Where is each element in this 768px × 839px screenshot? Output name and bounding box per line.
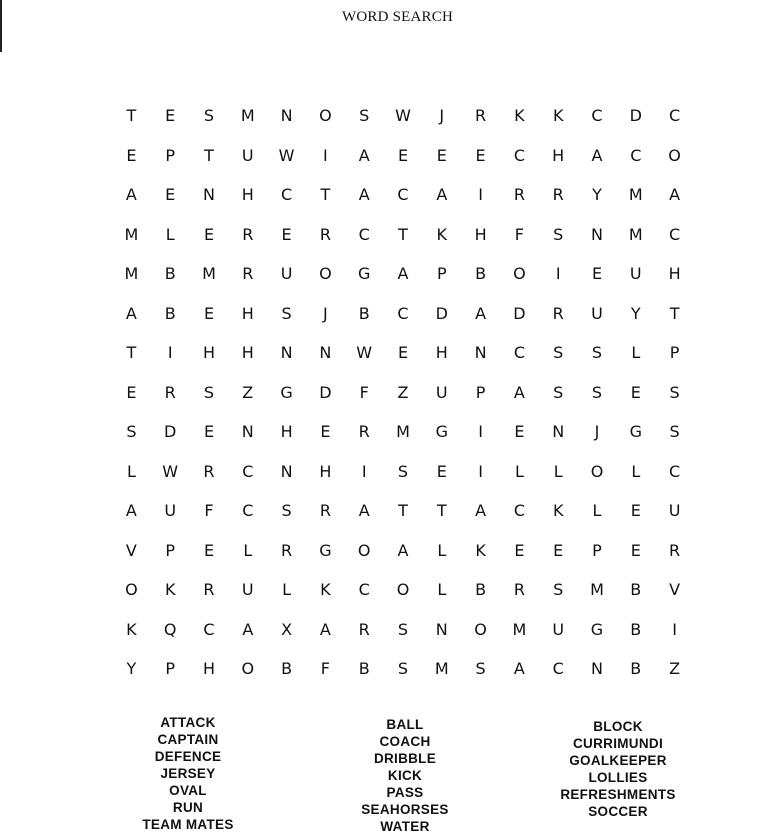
grid-letter: G (319, 540, 332, 560)
grid-letter: N (591, 659, 603, 678)
grid-letter: I (167, 343, 173, 362)
grid-letter: P (165, 145, 176, 165)
grid-letter: E (553, 540, 564, 560)
grid-letter: P (669, 343, 680, 362)
grid-letter: R (513, 580, 525, 599)
grid-row (112, 379, 692, 419)
grid-letter: O (396, 580, 410, 599)
grid-letter: S (591, 343, 603, 362)
grid-letter: G (590, 619, 604, 639)
grid-letter: T (398, 224, 408, 244)
grid-letter: O (357, 540, 371, 560)
word-list-item: DRIBBLE (373, 751, 437, 766)
grid-letter: C (513, 145, 525, 165)
grid-letter: K (552, 106, 564, 125)
grid-letter: C (358, 580, 370, 599)
grid-letter: Z (669, 659, 681, 678)
grid-letter: C (591, 106, 603, 125)
grid-letter: O (241, 659, 255, 678)
word-list-item: DEFENCE (154, 749, 222, 764)
grid-letter: U (280, 264, 293, 283)
word-list-item: RUN (172, 800, 204, 815)
grid-letter: S (126, 422, 137, 441)
grid-letter: E (630, 540, 641, 560)
grid-letter: M (590, 580, 604, 599)
grid-letter: T (126, 106, 137, 125)
grid-letter: E (320, 422, 331, 441)
grid-letter: Q (163, 619, 177, 639)
grid-row (112, 458, 692, 498)
grid-letter: W (395, 106, 411, 125)
grid-letter: D (435, 303, 448, 323)
grid-letter: C (397, 303, 409, 323)
grid-letter: I (478, 461, 483, 481)
grid-letter: R (552, 185, 564, 204)
grid-letter: A (475, 303, 487, 323)
grid-letter: F (204, 501, 214, 520)
grid-letter: N (474, 343, 487, 362)
grid-letter: L (553, 461, 563, 481)
grid-letter: L (631, 461, 641, 481)
grid-letter: O (474, 619, 487, 639)
grid-letter: G (435, 422, 448, 441)
grid-letter: E (281, 224, 292, 244)
grid-letter: E (397, 145, 409, 165)
grid-letter: S (553, 580, 564, 599)
grid-letter: H (241, 303, 254, 323)
word-list-item: BLOCK (593, 719, 643, 734)
grid-letter: V (125, 540, 137, 560)
word-list-item: CAPTAIN (157, 732, 219, 747)
grid-letter: E (436, 461, 447, 481)
grid-letter: C (669, 106, 681, 125)
grid-letter: A (358, 501, 370, 520)
grid-row (112, 655, 692, 695)
grid-row (112, 181, 692, 221)
grid-letter: E (203, 422, 215, 441)
grid-letter: T (204, 145, 214, 165)
grid-letter: S (591, 382, 603, 402)
grid-letter: N (319, 343, 332, 362)
word-list-item: WATER (380, 819, 430, 834)
grid-letter: R (319, 224, 331, 244)
grid-letter: G (357, 264, 371, 283)
grid-letter: R (203, 461, 215, 481)
grid-letter: O (319, 264, 332, 283)
word-list-item: BALL (386, 717, 424, 732)
grid-letter: L (592, 501, 602, 520)
grid-letter: E (165, 106, 176, 125)
grid-letter: O (125, 580, 138, 599)
word-list-item: LOLLIES (588, 770, 648, 785)
grid-letter: A (397, 264, 409, 283)
grid-letter: C (669, 224, 681, 244)
grid-letter: D (513, 303, 526, 323)
grid-letter: T (436, 501, 447, 520)
grid-letter: C (358, 224, 370, 244)
grid-letter: P (436, 264, 447, 283)
grid-letter: I (478, 422, 483, 441)
grid-letter: E (126, 382, 137, 402)
grid-letter: S (281, 501, 292, 520)
grid-letter: A (319, 619, 331, 639)
word-list-column-1 (128, 714, 248, 833)
grid-letter: E (514, 422, 525, 441)
grid-letter: X (281, 619, 293, 639)
grid-letter: B (630, 659, 642, 678)
grid-letter: R (203, 580, 215, 599)
grid-letter: H (474, 224, 487, 244)
grid-letter: C (552, 659, 564, 678)
grid-letter: O (668, 145, 681, 165)
grid-letter: T (398, 501, 408, 520)
grid-letter: S (397, 619, 409, 639)
grid-letter: N (203, 185, 215, 204)
grid-letter: A (436, 185, 448, 204)
grid-letter: B (358, 659, 370, 678)
word-list-column-2 (345, 716, 465, 835)
grid-letter: U (629, 264, 642, 283)
grid-letter: U (552, 619, 565, 639)
grid-letter: L (437, 580, 447, 599)
grid-letter: W (278, 145, 295, 165)
grid-letter: L (165, 224, 175, 244)
grid-row (112, 221, 692, 261)
word-list-item: PASS (386, 785, 424, 800)
grid-letter: S (553, 224, 564, 244)
grid-row (112, 537, 692, 577)
grid-letter: E (514, 540, 525, 560)
grid-letter: P (475, 382, 486, 402)
grid-letter: E (203, 224, 215, 244)
grid-letter: S (203, 106, 215, 125)
grid-letter: A (125, 185, 137, 204)
grid-letter: C (513, 501, 525, 520)
grid-letter: B (475, 580, 487, 599)
grid-letter: M (396, 422, 410, 441)
grid-letter: G (280, 382, 293, 402)
grid-letter: M (512, 619, 527, 639)
grid-letter: R (552, 303, 564, 323)
grid-letter: I (672, 619, 677, 639)
grid-letter: N (280, 461, 293, 481)
grid-letter: S (281, 303, 292, 323)
grid-letter: S (669, 422, 680, 441)
grid-letter: L (126, 461, 136, 481)
word-list-item: JERSEY (160, 766, 216, 781)
grid-letter: K (126, 619, 137, 639)
grid-letter: P (165, 540, 176, 560)
grid-letter: S (669, 382, 680, 402)
grid-row (112, 260, 692, 300)
word-list-item: SOCCER (588, 804, 648, 819)
grid-letter: K (436, 224, 448, 244)
grid-letter: J (439, 106, 445, 125)
grid-letter: L (514, 461, 524, 481)
grid-letter: E (475, 145, 486, 165)
grid-row (112, 418, 692, 458)
grid-letter: L (437, 540, 447, 560)
grid-letter: I (555, 264, 561, 283)
grid-letter: U (591, 303, 603, 323)
grid-letter: N (280, 343, 293, 362)
word-list-column-3 (548, 718, 688, 820)
grid-letter: M (202, 264, 216, 283)
grid-letter: S (359, 106, 370, 125)
grid-letter: B (475, 264, 487, 283)
grid-letter: A (513, 382, 525, 402)
grid-row (112, 300, 692, 340)
word-list-item: OVAL (169, 783, 207, 798)
grid-letter: A (475, 501, 487, 520)
word-list-item: TEAM MATES (142, 817, 234, 832)
grid-letter: U (241, 580, 254, 599)
grid-letter: A (125, 501, 137, 520)
grid-letter: I (478, 185, 483, 204)
grid-letter: H (668, 264, 681, 283)
grid-letter: C (242, 461, 254, 481)
grid-letter: U (435, 382, 448, 402)
grid-letter: R (242, 224, 254, 244)
grid-letter: Z (242, 382, 254, 402)
grid-letter: R (358, 619, 370, 639)
grid-letter: M (240, 106, 255, 125)
grid-row (112, 497, 692, 537)
grid-letter: S (397, 461, 409, 481)
grid-letter: R (513, 185, 525, 204)
word-list-item: KICK (387, 768, 423, 783)
grid-letter: M (628, 224, 643, 244)
grid-letter: D (629, 106, 642, 125)
grid-letter: A (125, 303, 137, 323)
grid-letter: K (320, 580, 331, 599)
grid-letter: E (630, 501, 641, 520)
grid-letter: B (630, 580, 642, 599)
grid-letter: M (124, 264, 139, 283)
grid-letter: C (242, 501, 254, 520)
grid-letter: O (590, 461, 604, 481)
word-list-item: REFRESHMENTS (560, 787, 676, 802)
grid-row (112, 142, 692, 182)
grid-letter: E (630, 382, 641, 402)
grid-letter: M (434, 659, 449, 678)
grid-letter: V (669, 580, 681, 599)
grid-letter: A (397, 540, 409, 560)
grid-letter: R (475, 106, 487, 125)
grid-letter: M (628, 185, 643, 204)
letter-grid (112, 102, 692, 695)
grid-letter: R (164, 382, 176, 402)
grid-letter: H (241, 343, 254, 362)
grid-letter: B (358, 303, 370, 323)
grid-letter: R (319, 501, 331, 520)
grid-letter: C (203, 619, 215, 639)
grid-letter: B (281, 659, 293, 678)
grid-letter: R (358, 422, 370, 441)
grid-letter: B (164, 303, 176, 323)
grid-letter: Y (630, 303, 641, 323)
grid-letter: H (552, 145, 565, 165)
grid-letter: N (435, 619, 448, 639)
grid-letter: N (241, 422, 254, 441)
grid-letter: P (592, 540, 602, 560)
grid-letter: S (553, 343, 564, 362)
grid-letter: A (358, 185, 370, 204)
grid-letter: A (242, 619, 254, 639)
grid-letter: D (319, 382, 332, 402)
grid-letter: D (164, 422, 177, 441)
grid-letter: J (594, 422, 600, 441)
grid-letter: T (126, 343, 137, 362)
grid-letter: K (552, 501, 564, 520)
grid-letter: H (280, 422, 293, 441)
grid-letter: B (630, 619, 642, 639)
grid-letter: B (164, 264, 176, 283)
grid-letter: U (164, 501, 177, 520)
grid-letter: I (323, 145, 328, 165)
grid-letter: G (629, 422, 642, 441)
grid-letter: E (203, 303, 215, 323)
grid-letter: U (668, 501, 681, 520)
grid-letter: S (203, 382, 215, 402)
grid-letter: E (591, 264, 603, 283)
grid-letter: L (243, 540, 253, 560)
grid-letter: N (280, 106, 293, 125)
grid-letter: C (513, 343, 525, 362)
grid-row (112, 576, 692, 616)
grid-letter: C (669, 461, 681, 481)
grid-letter: W (356, 343, 373, 362)
grid-letter: R (281, 540, 293, 560)
grid-letter: F (514, 224, 524, 244)
word-list-item: COACH (379, 734, 431, 749)
grid-letter: Z (397, 382, 409, 402)
grid-row (112, 616, 692, 656)
grid-letter: T (320, 185, 331, 204)
grid-letter: H (435, 343, 448, 362)
grid-row (112, 102, 692, 142)
grid-letter: S (397, 659, 409, 678)
grid-letter: H (202, 659, 215, 678)
grid-letter: L (282, 580, 292, 599)
grid-letter: Y (126, 659, 137, 678)
grid-letter: E (165, 185, 176, 204)
grid-letter: S (475, 659, 486, 678)
grid-letter: A (358, 145, 370, 165)
grid-letter: F (320, 659, 330, 678)
grid-letter: P (165, 659, 176, 678)
grid-letter: N (591, 224, 603, 244)
grid-letter: K (164, 580, 176, 599)
page-title: WORD SEARCH (342, 9, 453, 25)
grid-letter: R (669, 540, 681, 560)
grid-letter: R (242, 264, 254, 283)
grid-row (112, 339, 692, 379)
grid-letter: U (241, 145, 254, 165)
word-list-item: CURRIMUNDI (573, 736, 663, 751)
grid-letter: E (397, 343, 409, 362)
grid-letter: A (669, 185, 681, 204)
grid-letter: E (126, 145, 137, 165)
grid-letter: T (669, 303, 680, 323)
grid-letter: K (475, 540, 486, 560)
grid-letter: F (359, 382, 369, 402)
grid-letter: O (319, 106, 332, 125)
grid-letter: H (202, 343, 215, 362)
grid-letter: I (361, 461, 367, 481)
grid-letter: A (513, 659, 525, 678)
grid-letter: C (630, 145, 642, 165)
grid-letter: J (323, 303, 328, 323)
grid-letter: S (553, 382, 564, 402)
grid-letter: K (514, 106, 525, 125)
grid-letter: M (124, 224, 139, 244)
grid-letter: E (436, 145, 447, 165)
grid-letter: E (203, 540, 215, 560)
grid-letter: W (162, 461, 179, 481)
grid-letter: C (281, 185, 293, 204)
word-list-item: GOALKEEPER (569, 753, 667, 768)
grid-letter: H (241, 185, 254, 204)
word-list-item: ATTACK (160, 715, 216, 730)
grid-letter: H (319, 461, 332, 481)
grid-letter: N (552, 422, 565, 441)
grid-letter: Y (592, 185, 602, 204)
grid-letter: C (397, 185, 409, 204)
grid-letter: O (513, 264, 526, 283)
grid-letter: A (591, 145, 603, 165)
scan-edge-mark (0, 0, 2, 52)
word-list-item: SEAHORSES (361, 802, 449, 817)
grid-letter: L (631, 343, 641, 362)
